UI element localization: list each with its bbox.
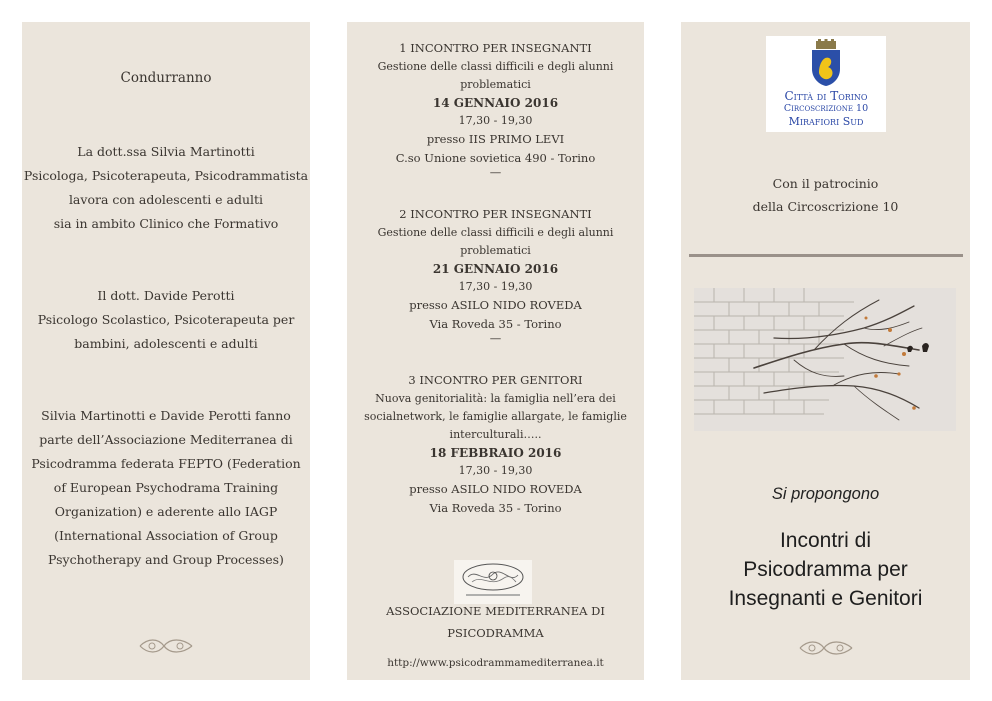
meeting-1 (347, 39, 644, 185)
assoc-line: parte dell’Associazione Mediterranea di (39, 432, 293, 447)
meeting-desc: socialnetwork, le famiglie allargate, le famiglie (364, 409, 627, 423)
patronage-text (681, 172, 970, 218)
meeting-time: 17,30 - 19,30 (458, 280, 533, 293)
logo-area: Mirafiori Sud (788, 115, 864, 128)
separator: — (489, 165, 502, 179)
meeting-desc: Nuova genitorialità: la famiglia nell’era dei (375, 391, 616, 405)
flourish-ornament-icon (796, 638, 856, 658)
logo-city: Città di Torino (784, 89, 868, 103)
meeting-desc: Gestione delle classi difficili e degli alunni (377, 59, 614, 73)
person1-line3: lavora con adolescenti e adulti (68, 192, 264, 207)
person2-line3: bambini, adolescenti e adulti (74, 336, 258, 351)
meeting-2 (347, 205, 644, 351)
person1-block (22, 140, 310, 236)
right-panel (681, 22, 970, 680)
meeting-address: Via Roveda 35 - Torino (429, 500, 562, 515)
association-logo-icon (454, 560, 532, 604)
city-crest-icon (808, 39, 844, 87)
meeting-address: Via Roveda 35 - Torino (429, 316, 562, 331)
person2-name: Il dott. Davide Perotti (97, 288, 235, 303)
meeting-desc: problematici (460, 77, 531, 91)
person1-role: Psicologa, Psicoterapeuta, Psicodrammatista (23, 168, 309, 183)
assoc-line: Silvia Martinotti e Davide Perotti fanno (41, 408, 291, 423)
association-name-line: PSICODRAMMA (447, 626, 544, 640)
association-url-link[interactable]: http://www.psicodrammamediterranea.it (387, 657, 604, 669)
assoc-line: (International Association of Group (54, 528, 278, 543)
meeting-desc: problematici (460, 243, 531, 257)
meeting-venue: presso ASILO NIDO ROVEDA (409, 482, 582, 496)
person1-line4: sia in ambito Clinico che Formativo (53, 216, 279, 231)
assoc-line: Organization) e aderente allo IAGP (54, 504, 278, 519)
meeting-address: C.so Unione sovietica 490 - Torino (395, 150, 596, 165)
middle-panel (347, 22, 644, 680)
divider (689, 254, 963, 257)
meeting-date: 14 GENNAIO 2016 (432, 95, 559, 110)
meeting-3 (347, 371, 644, 517)
patronage-line: Con il patrocinio (772, 176, 879, 191)
meeting-desc: interculturali….. (449, 427, 542, 441)
meeting-venue: presso ASILO NIDO ROVEDA (409, 298, 582, 312)
association-name (347, 600, 644, 644)
meeting-desc: Gestione delle classi difficili e degli alunni (377, 225, 614, 239)
main-title (681, 526, 970, 613)
city-logo (766, 36, 886, 132)
meeting-title: 1 INCONTRO PER INSEGNANTI (399, 41, 592, 55)
assoc-line: Psicodramma federata FEPTO (Federation (31, 456, 301, 471)
meeting-title: 3 INCONTRO PER GENITORI (408, 373, 583, 387)
flourish-ornament-icon (136, 636, 196, 656)
assoc-line: of European Psychodrama Training (53, 480, 279, 495)
left-panel (22, 22, 310, 680)
title-line: Psicodramma per (743, 558, 908, 581)
meeting-time: 17,30 - 19,30 (458, 464, 533, 477)
assoc-line: Psychotherapy and Group Processes) (48, 552, 284, 567)
association-name-line: ASSOCIAZIONE MEDITERRANEA DI (386, 604, 605, 618)
association-paragraph (22, 404, 310, 572)
title-line: Incontri di (779, 529, 872, 552)
meeting-title: 2 INCONTRO PER INSEGNANTI (399, 207, 592, 221)
meeting-venue: presso IIS PRIMO LEVI (426, 132, 565, 146)
patronage-line: della Circoscrizione 10 (752, 199, 899, 214)
person2-line2: Psicologo Scolastico, Psicoterapeuta per (37, 312, 295, 327)
subtitle: Si propongono (771, 485, 880, 503)
meeting-date: 18 FEBBRAIO 2016 (429, 445, 562, 460)
separator: — (489, 331, 502, 345)
logo-district: Circoscrizione 10 (783, 103, 869, 114)
meeting-date: 21 GENNAIO 2016 (432, 261, 559, 276)
conductors-heading: Condurranno (120, 70, 212, 86)
title-line: Insegnanti e Genitori (728, 587, 923, 610)
person2-block (22, 284, 310, 356)
person1-name: La dott.ssa Silvia Martinotti (77, 144, 255, 159)
brick-wall-tree-image (694, 288, 956, 431)
meeting-time: 17,30 - 19,30 (458, 114, 533, 127)
